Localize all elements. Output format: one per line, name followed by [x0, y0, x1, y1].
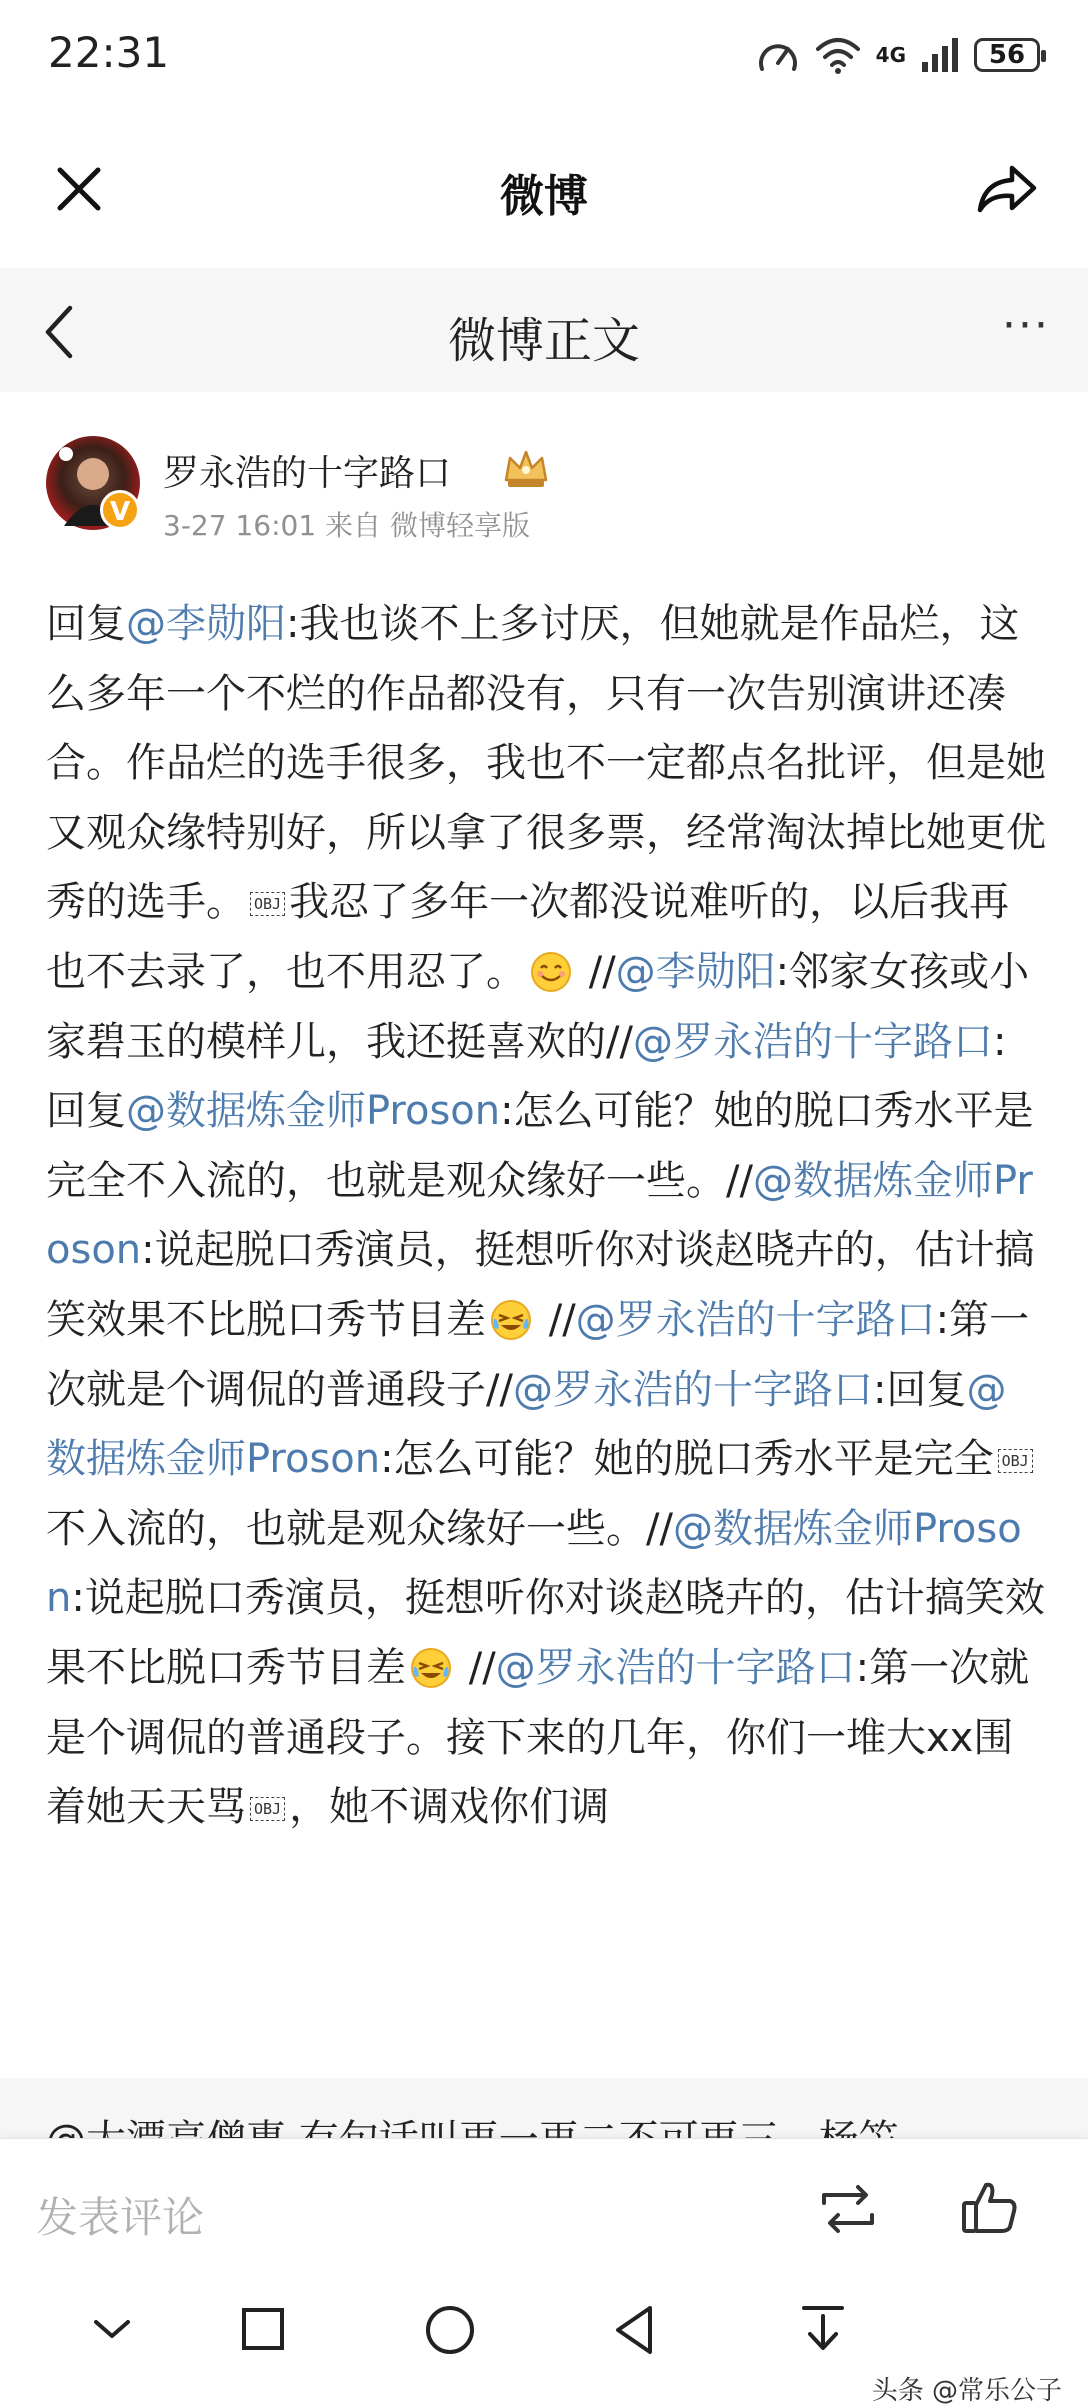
- post-text: 不入流的，也就是观众缘好一些。//: [46, 1505, 673, 1552]
- mention-link[interactable]: @罗永浩的十字路口: [632, 1018, 993, 1065]
- comment-input[interactable]: 发表评论: [36, 2193, 205, 2242]
- page-title: 微博正文: [447, 313, 640, 369]
- object-placeholder-icon: OBJ: [998, 1449, 1033, 1473]
- network-type: 4G: [875, 43, 906, 67]
- like-thumb-icon[interactable]: [960, 2177, 1020, 2237]
- speed-meter-icon: [756, 35, 800, 75]
- post-body: [46, 590, 1046, 1843]
- laugh-cry-emoji-icon: [490, 1299, 532, 1341]
- wifi-icon: [814, 35, 862, 75]
- app-title: 微博: [500, 171, 588, 222]
- mention-link[interactable]: @罗永浩的十字路口: [495, 1644, 856, 1691]
- mention-link[interactable]: @李勋阳: [615, 948, 776, 995]
- post-meta: 3-27 16:01 来自 微博轻享版: [163, 509, 530, 542]
- repost-icon[interactable]: [818, 2183, 878, 2235]
- object-placeholder-icon: OBJ: [250, 1797, 285, 1821]
- status-bar: [0, 0, 1088, 112]
- mention-link[interactable]: @数据炼金师Proson: [46, 1157, 1033, 1274]
- mention-link[interactable]: @数据炼金师Proson: [46, 1366, 1007, 1483]
- object-placeholder-icon: OBJ: [250, 892, 285, 916]
- status-time: 22:31: [48, 28, 170, 77]
- post-text: :说起脱口秀演员，挺想听你对谈赵晓卉的，估计搞笑效果不比脱口秀节目差: [46, 1227, 1035, 1343]
- home-icon[interactable]: [424, 2304, 476, 2356]
- more-options-icon[interactable]: ···: [1002, 300, 1050, 351]
- post-text: 我忍了多年一次都没说难听的，以后我再也不去录了，也不用忍了。: [46, 879, 1010, 995]
- post-text: :第一次就是个调侃的普通段子。接下来的几年，你们一堆大xx围着她天天骂: [46, 1644, 1030, 1831]
- vip-crown-icon: [500, 446, 552, 490]
- post-text: :第一次就是个调侃的普通段子//: [46, 1296, 1030, 1413]
- post-text: //: [456, 1644, 496, 1691]
- mention-link[interactable]: @罗永浩的十字路口: [512, 1366, 873, 1413]
- post-text: ，她不调戏你们调: [289, 1784, 610, 1831]
- post-text: 回复: [46, 601, 126, 647]
- bottom-action-bar: [0, 2138, 1088, 2279]
- post-text: //: [536, 1296, 576, 1343]
- post-text: :回复: [46, 1018, 1007, 1135]
- watermark: 头条 @常乐公子: [871, 2376, 1062, 2406]
- pull-down-icon[interactable]: [800, 2302, 846, 2354]
- post-text: //: [576, 948, 616, 995]
- back-triangle-icon[interactable]: [610, 2304, 658, 2356]
- laugh-cry-emoji-icon: [410, 1647, 452, 1689]
- battery-level: 56: [988, 40, 1026, 70]
- chevron-down-icon[interactable]: [90, 2314, 134, 2344]
- status-icons: [756, 30, 1040, 80]
- post-text: :说起脱口秀演员，挺想听你对谈赵晓卉的，估计搞笑效果不比脱口秀节目差: [46, 1575, 1045, 1691]
- author-name[interactable]: 罗永浩的十字路口: [163, 453, 452, 494]
- next-post-preview-strip: [0, 2078, 1088, 2138]
- battery-indicator: [974, 38, 1040, 72]
- post-text: :怎么可能？她的脱口秀水平是完全不入流的，也就是观众缘好一些。//: [46, 1088, 1034, 1204]
- mention-link[interactable]: @李勋阳: [126, 601, 286, 647]
- post-text: :邻家女孩或小家碧玉的模样儿，我还挺喜欢的//: [46, 948, 1030, 1065]
- post-text: :回复: [872, 1366, 967, 1413]
- recent-apps-icon[interactable]: [240, 2306, 286, 2352]
- share-icon[interactable]: [976, 162, 1038, 216]
- mention-link[interactable]: @数据炼金师Proson: [126, 1088, 501, 1135]
- sub-header: [0, 268, 1088, 392]
- mention-link[interactable]: @数据炼金师Proson: [46, 1505, 1022, 1622]
- mention-link[interactable]: @罗永浩的十字路口: [575, 1296, 936, 1343]
- post-text: :怎么可能？她的脱口秀水平是完全: [380, 1436, 994, 1483]
- signal-icon: [920, 36, 960, 74]
- post-text: :我也谈不上多讨厌，但她就是作品烂，这么多年一个不烂的作品都没有，只有一次告别演讲还凑合。作品烂的选手很多，我也不一定都点名批评，但是她又观众缘特别好，所以拿了很多票，经常淘汰掉比她更优秀的选手。: [46, 601, 1046, 926]
- verified-badge: V: [100, 490, 140, 530]
- smile-emoji-icon: [530, 951, 572, 993]
- title-bar: [0, 112, 1088, 269]
